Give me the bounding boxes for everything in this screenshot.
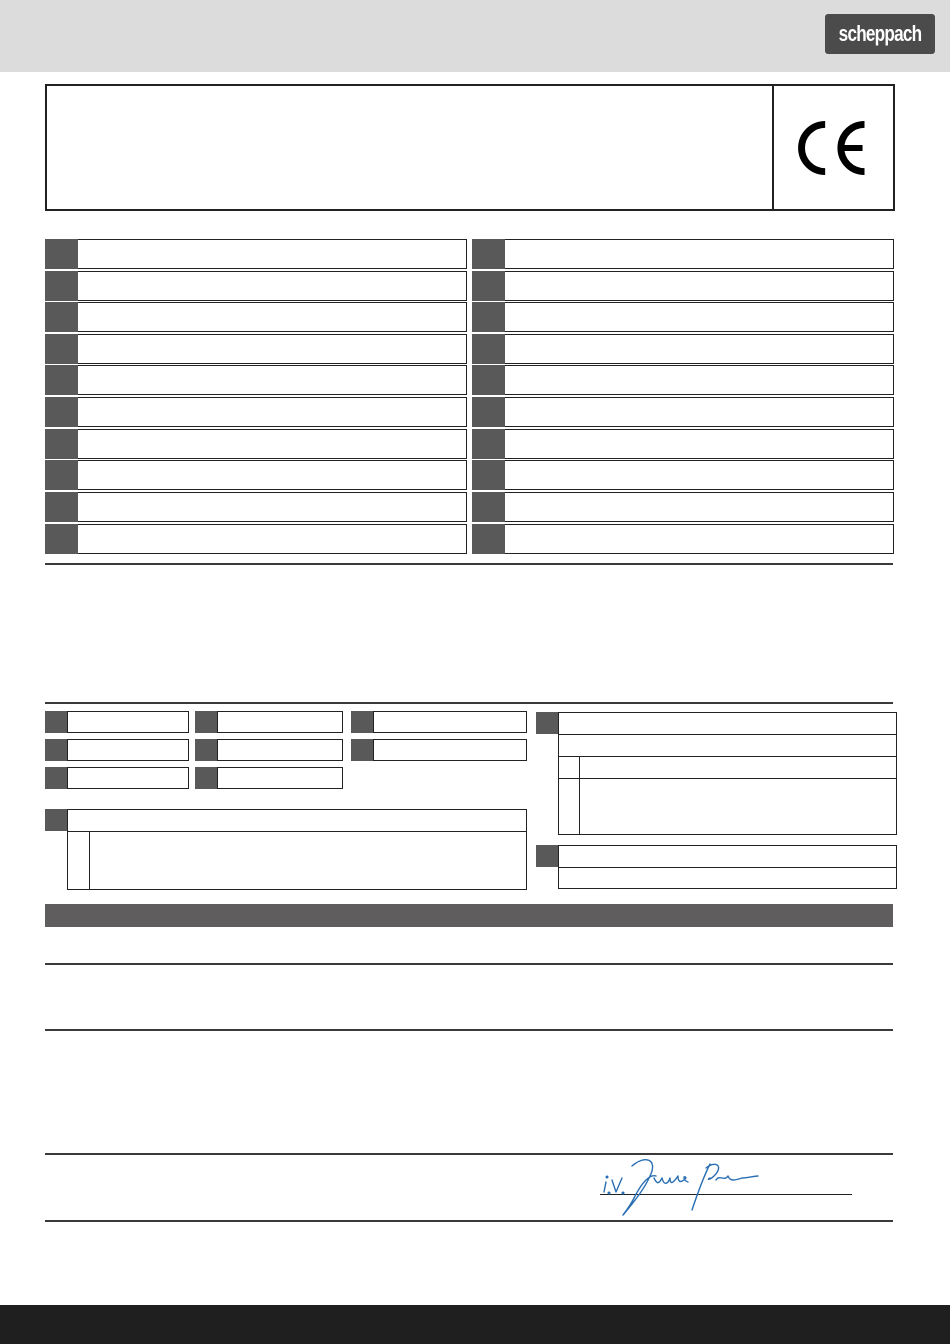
language-field xyxy=(505,524,894,554)
divider xyxy=(45,702,893,704)
language-tag xyxy=(45,460,78,490)
language-field xyxy=(505,492,894,522)
language-field xyxy=(78,429,467,459)
directive-tag xyxy=(351,711,373,733)
language-field xyxy=(78,460,467,490)
divider xyxy=(45,563,893,565)
section-bar xyxy=(45,904,893,927)
divider xyxy=(45,963,893,965)
language-field xyxy=(78,492,467,522)
language-tag xyxy=(472,334,505,364)
directive-tag xyxy=(45,711,67,733)
top-bar xyxy=(0,0,950,72)
panel-row xyxy=(558,734,897,757)
language-tag xyxy=(472,460,505,490)
directive-tag xyxy=(45,767,67,789)
language-list-right xyxy=(472,239,894,555)
language-tag xyxy=(45,524,78,554)
language-tag xyxy=(472,271,505,301)
brand-logo-text: scheppach xyxy=(838,21,922,46)
language-field xyxy=(78,302,467,332)
panel-header-field xyxy=(67,809,527,832)
language-tag xyxy=(472,492,505,522)
language-tag xyxy=(472,302,505,332)
directive-field xyxy=(373,711,527,733)
directive-tag xyxy=(351,739,373,761)
directive-field xyxy=(67,711,189,733)
language-field xyxy=(78,524,467,554)
language-field xyxy=(78,239,467,269)
language-tag xyxy=(472,429,505,459)
language-field xyxy=(505,460,894,490)
ce-cell xyxy=(772,84,895,211)
panel-body xyxy=(558,778,897,835)
panel-row xyxy=(558,867,897,889)
panel-body xyxy=(67,831,527,890)
language-field xyxy=(505,397,894,427)
language-field xyxy=(78,365,467,395)
language-tag xyxy=(472,524,505,554)
panel-row xyxy=(558,756,897,779)
directive-tag xyxy=(195,767,217,789)
language-tag xyxy=(45,492,78,522)
footer-bar xyxy=(0,1305,950,1344)
directive-grid xyxy=(45,711,527,791)
language-field xyxy=(78,271,467,301)
directive-tag xyxy=(45,739,67,761)
language-tag xyxy=(45,334,78,364)
directive-field xyxy=(67,767,189,789)
panel-header-field xyxy=(558,845,897,868)
directive-field xyxy=(373,739,527,761)
panel-body-divider xyxy=(579,756,580,835)
brand-logo xyxy=(825,14,935,54)
language-tag xyxy=(45,302,78,332)
panel-body-divider xyxy=(89,831,90,890)
language-field xyxy=(78,397,467,427)
directive-tag xyxy=(195,711,217,733)
directive-field xyxy=(217,767,343,789)
directive-field xyxy=(217,711,343,733)
panel-header-field xyxy=(558,712,897,735)
panel-tag xyxy=(536,712,558,734)
handwritten-signature xyxy=(598,1152,768,1218)
panel-tag xyxy=(45,809,67,831)
language-field xyxy=(505,271,894,301)
divider xyxy=(45,1029,893,1031)
language-field xyxy=(505,429,894,459)
language-tag xyxy=(45,429,78,459)
language-tag xyxy=(472,365,505,395)
language-field xyxy=(505,334,894,364)
ce-mark-icon xyxy=(774,84,895,211)
directive-tag xyxy=(195,739,217,761)
language-tag xyxy=(45,271,78,301)
language-tag xyxy=(472,397,505,427)
language-tag xyxy=(45,239,78,269)
language-field xyxy=(78,334,467,364)
directive-field xyxy=(217,739,343,761)
language-tag xyxy=(45,365,78,395)
language-tag xyxy=(472,239,505,269)
declaration-header-box xyxy=(45,84,895,211)
panel-tag xyxy=(536,845,558,867)
directive-field xyxy=(67,739,189,761)
language-field xyxy=(505,365,894,395)
language-list-left xyxy=(45,239,467,555)
language-field xyxy=(505,302,894,332)
language-field xyxy=(505,239,894,269)
divider xyxy=(45,1220,893,1222)
language-tag xyxy=(45,397,78,427)
